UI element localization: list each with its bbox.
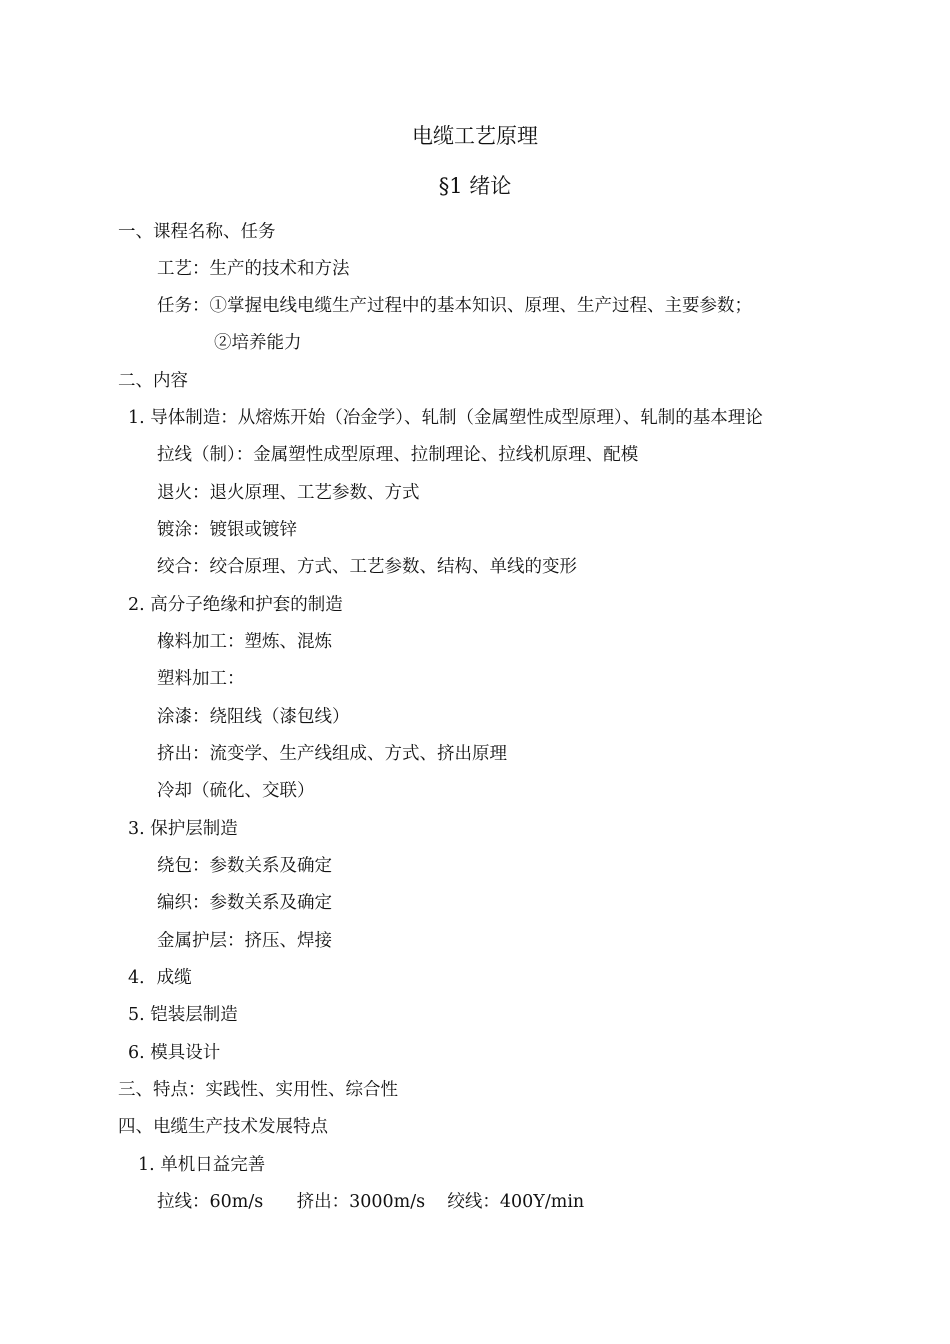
section-title: §1 绪论 [438, 174, 512, 198]
text-line: 塑料加工： [157, 669, 245, 689]
text-line: 拉线（制）：金属塑性成型原理、拉制理论、拉线机原理、配模 [157, 445, 639, 465]
list-item: 3. 保护层制造 [128, 819, 238, 839]
list-item: 4．成缆 [128, 968, 192, 988]
text-line: 编织：参数关系及确定 [157, 893, 332, 913]
heading-course-name: 一、课程名称、任务 [118, 222, 276, 242]
heading-content: 二、内容 [118, 371, 188, 391]
text-line: 涂漆：绕阻线（漆包线） [157, 707, 350, 727]
text-line: 绕包：参数关系及确定 [157, 856, 332, 876]
list-item: 2. 高分子绝缘和护套的制造 [128, 595, 343, 615]
text-line: 拉线：60m/s 挤出：3000m/s 绞线：400Y/min [157, 1192, 585, 1212]
list-item: 5. 铠装层制造 [128, 1005, 238, 1025]
heading-development: 四、电缆生产技术发展特点 [118, 1117, 328, 1137]
text-line: ②培养能力 [214, 333, 302, 353]
text-line: 任务：①掌握电线电缆生产过程中的基本知识、原理、生产过程、主要参数； [157, 296, 752, 316]
text-line: 镀涂：镀银或镀锌 [157, 520, 297, 540]
document-title: 电缆工艺原理 [412, 124, 538, 148]
list-item: 1. 导体制造：从熔炼开始（冶金学）、轧制（金属塑性成型原理）、轧制的基本理论 [128, 408, 763, 428]
text-line: 工艺：生产的技术和方法 [157, 259, 350, 279]
text-line: 挤出：流变学、生产线组成、方式、挤出原理 [157, 744, 507, 764]
list-item: 1. 单机日益完善 [138, 1155, 266, 1175]
text-line: 橡料加工：塑炼、混炼 [157, 632, 332, 652]
text-line: 金属护层：挤压、焊接 [157, 931, 332, 951]
text-line: 绞合：绞合原理、方式、工艺参数、结构、单线的变形 [157, 557, 577, 577]
heading-features: 三、特点：实践性、实用性、综合性 [118, 1080, 398, 1100]
text-line: 冷却（硫化、交联） [157, 781, 315, 801]
list-item: 6. 模具设计 [128, 1043, 221, 1063]
text-line: 退火：退火原理、工艺参数、方式 [157, 483, 420, 503]
